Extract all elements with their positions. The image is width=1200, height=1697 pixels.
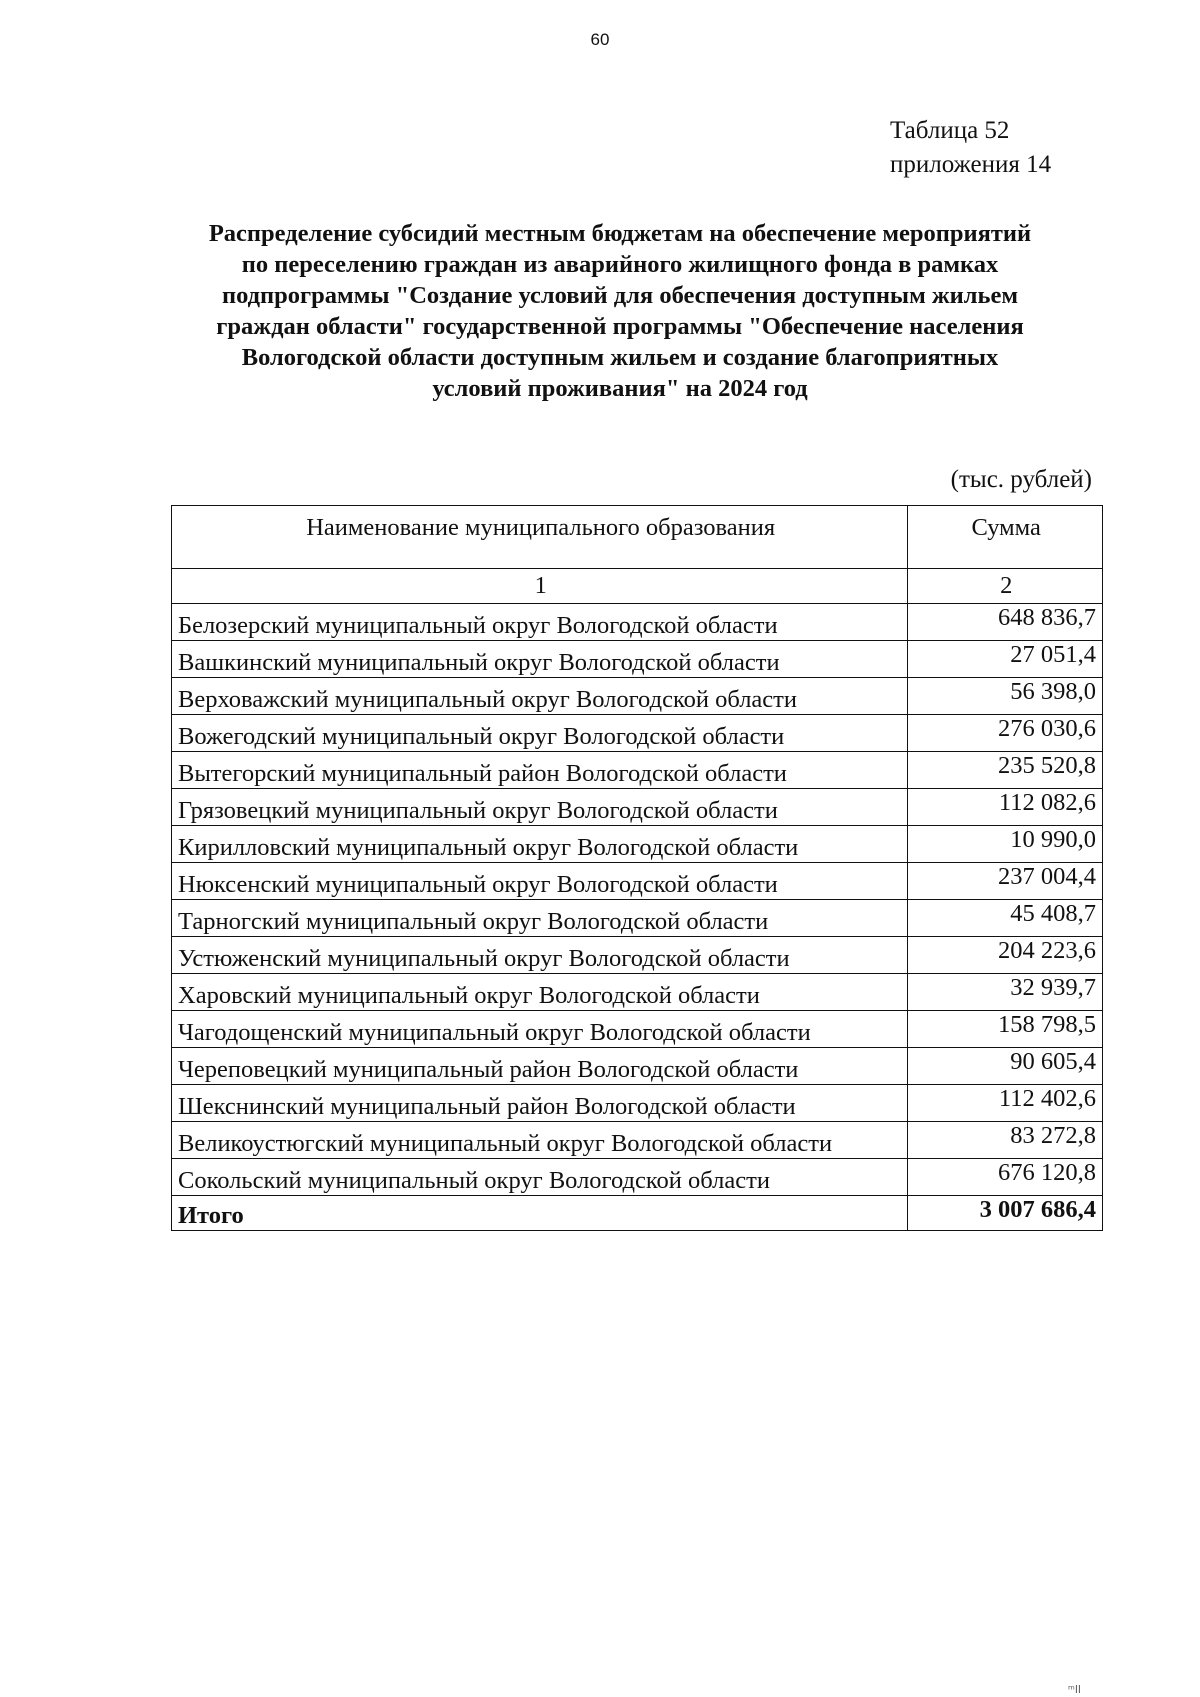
subsidy-amount: 676 120,8 [908, 1159, 1103, 1196]
subsidy-amount: 112 082,6 [908, 789, 1103, 826]
total-label: Итого [172, 1196, 908, 1231]
page-number: 60 [590, 30, 610, 49]
table-row [172, 752, 1103, 789]
column-number-2: 2 [908, 569, 1103, 604]
total-row [172, 1196, 1103, 1231]
subsidy-amount: 45 408,7 [908, 900, 1103, 937]
table-row [172, 1011, 1103, 1048]
table-row [172, 937, 1103, 974]
municipality-name: Вожегодский муниципальный округ Вологодской области [172, 715, 908, 752]
table-row [172, 826, 1103, 863]
title-line: Вологодской области доступным жильем и создание благоприятных [241, 344, 999, 371]
table-body [172, 569, 1103, 1231]
municipality-name: Кирилловский муниципальный округ Вологодской области [172, 826, 908, 863]
column-number-row [172, 569, 1103, 604]
municipality-name: Великоустюгский муниципальный округ Вологодской области [172, 1122, 908, 1159]
title-line: Распределение субсидий местным бюджетам на обеспечение мероприятий [208, 220, 1032, 247]
subsidy-amount: 83 272,8 [908, 1122, 1103, 1159]
title-line: условий проживания" на 2024 год [432, 375, 808, 402]
table-reference-line-1: Таблица 52 [890, 117, 1010, 144]
subsidy-amount: 90 605,4 [908, 1048, 1103, 1085]
subsidies-table [171, 505, 1103, 1231]
municipality-name: Чагодощенский муниципальный округ Вологодской области [172, 1011, 908, 1048]
title-line: по переселению граждан из аварийного жилищного фонда в рамках [241, 251, 999, 278]
subsidy-amount: 235 520,8 [908, 752, 1103, 789]
municipality-name: Вашкинский муниципальный округ Вологодской области [172, 641, 908, 678]
subsidy-amount: 112 402,6 [908, 1085, 1103, 1122]
subsidy-amount: 204 223,6 [908, 937, 1103, 974]
subsidy-amount: 56 398,0 [908, 678, 1103, 715]
municipality-name: Тарногский муниципальный округ Вологодской области [172, 900, 908, 937]
table-header-row [172, 506, 1103, 569]
table-row [172, 974, 1103, 1011]
municipality-name: Вытегорский муниципальный район Вологодской области [172, 752, 908, 789]
title-line: граждан области" государственной программы "Обеспечение населения [216, 313, 1024, 340]
table-reference [890, 114, 1051, 182]
subsidy-amount: 276 030,6 [908, 715, 1103, 752]
municipality-name: Харовский муниципальный округ Вологодской области [172, 974, 908, 1011]
subsidy-amount: 10 990,0 [908, 826, 1103, 863]
units-label: (тыс. рублей) [950, 466, 1092, 493]
table-row [172, 641, 1103, 678]
title-line: подпрограммы "Создание условий для обеспечения доступным жильем [221, 282, 1019, 309]
table-reference-line-2: приложения 14 [890, 151, 1052, 178]
total-amount: 3 007 686,4 [908, 1196, 1103, 1231]
column-number-1: 1 [172, 569, 908, 604]
municipality-name: Сокольский муниципальный округ Вологодской области [172, 1159, 908, 1196]
municipality-name: Шекснинский муниципальный район Вологодской области [172, 1085, 908, 1122]
subsidy-amount: 32 939,7 [908, 974, 1103, 1011]
subsidy-amount: 158 798,5 [908, 1011, 1103, 1048]
table-row [172, 1085, 1103, 1122]
table-row [172, 678, 1103, 715]
subsidy-amount: 237 004,4 [908, 863, 1103, 900]
header-amount: Сумма [908, 506, 1103, 569]
table-row [172, 1159, 1103, 1196]
table-row [172, 900, 1103, 937]
table-row [172, 715, 1103, 752]
municipality-name: Нюксенский муниципальный округ Вологодской области [172, 863, 908, 900]
scan-mark: ᵐll [1068, 1683, 1081, 1696]
municipality-name: Белозерский муниципальный округ Вологодской области [172, 604, 908, 641]
table-row [172, 1048, 1103, 1085]
table-row [172, 1122, 1103, 1159]
municipality-name: Верховажский муниципальный округ Вологодской области [172, 678, 908, 715]
subsidy-amount: 648 836,7 [908, 604, 1103, 641]
subsidy-amount: 27 051,4 [908, 641, 1103, 678]
municipality-name: Грязовецкий муниципальный округ Вологодской области [172, 789, 908, 826]
document-title [170, 218, 1070, 404]
table-row [172, 863, 1103, 900]
municipality-name: Череповецкий муниципальный район Вологодской области [172, 1048, 908, 1085]
municipality-name: Устюженский муниципальный округ Вологодской области [172, 937, 908, 974]
table-row [172, 789, 1103, 826]
table-row [172, 604, 1103, 641]
header-municipality: Наименование муниципального образования [172, 506, 908, 569]
